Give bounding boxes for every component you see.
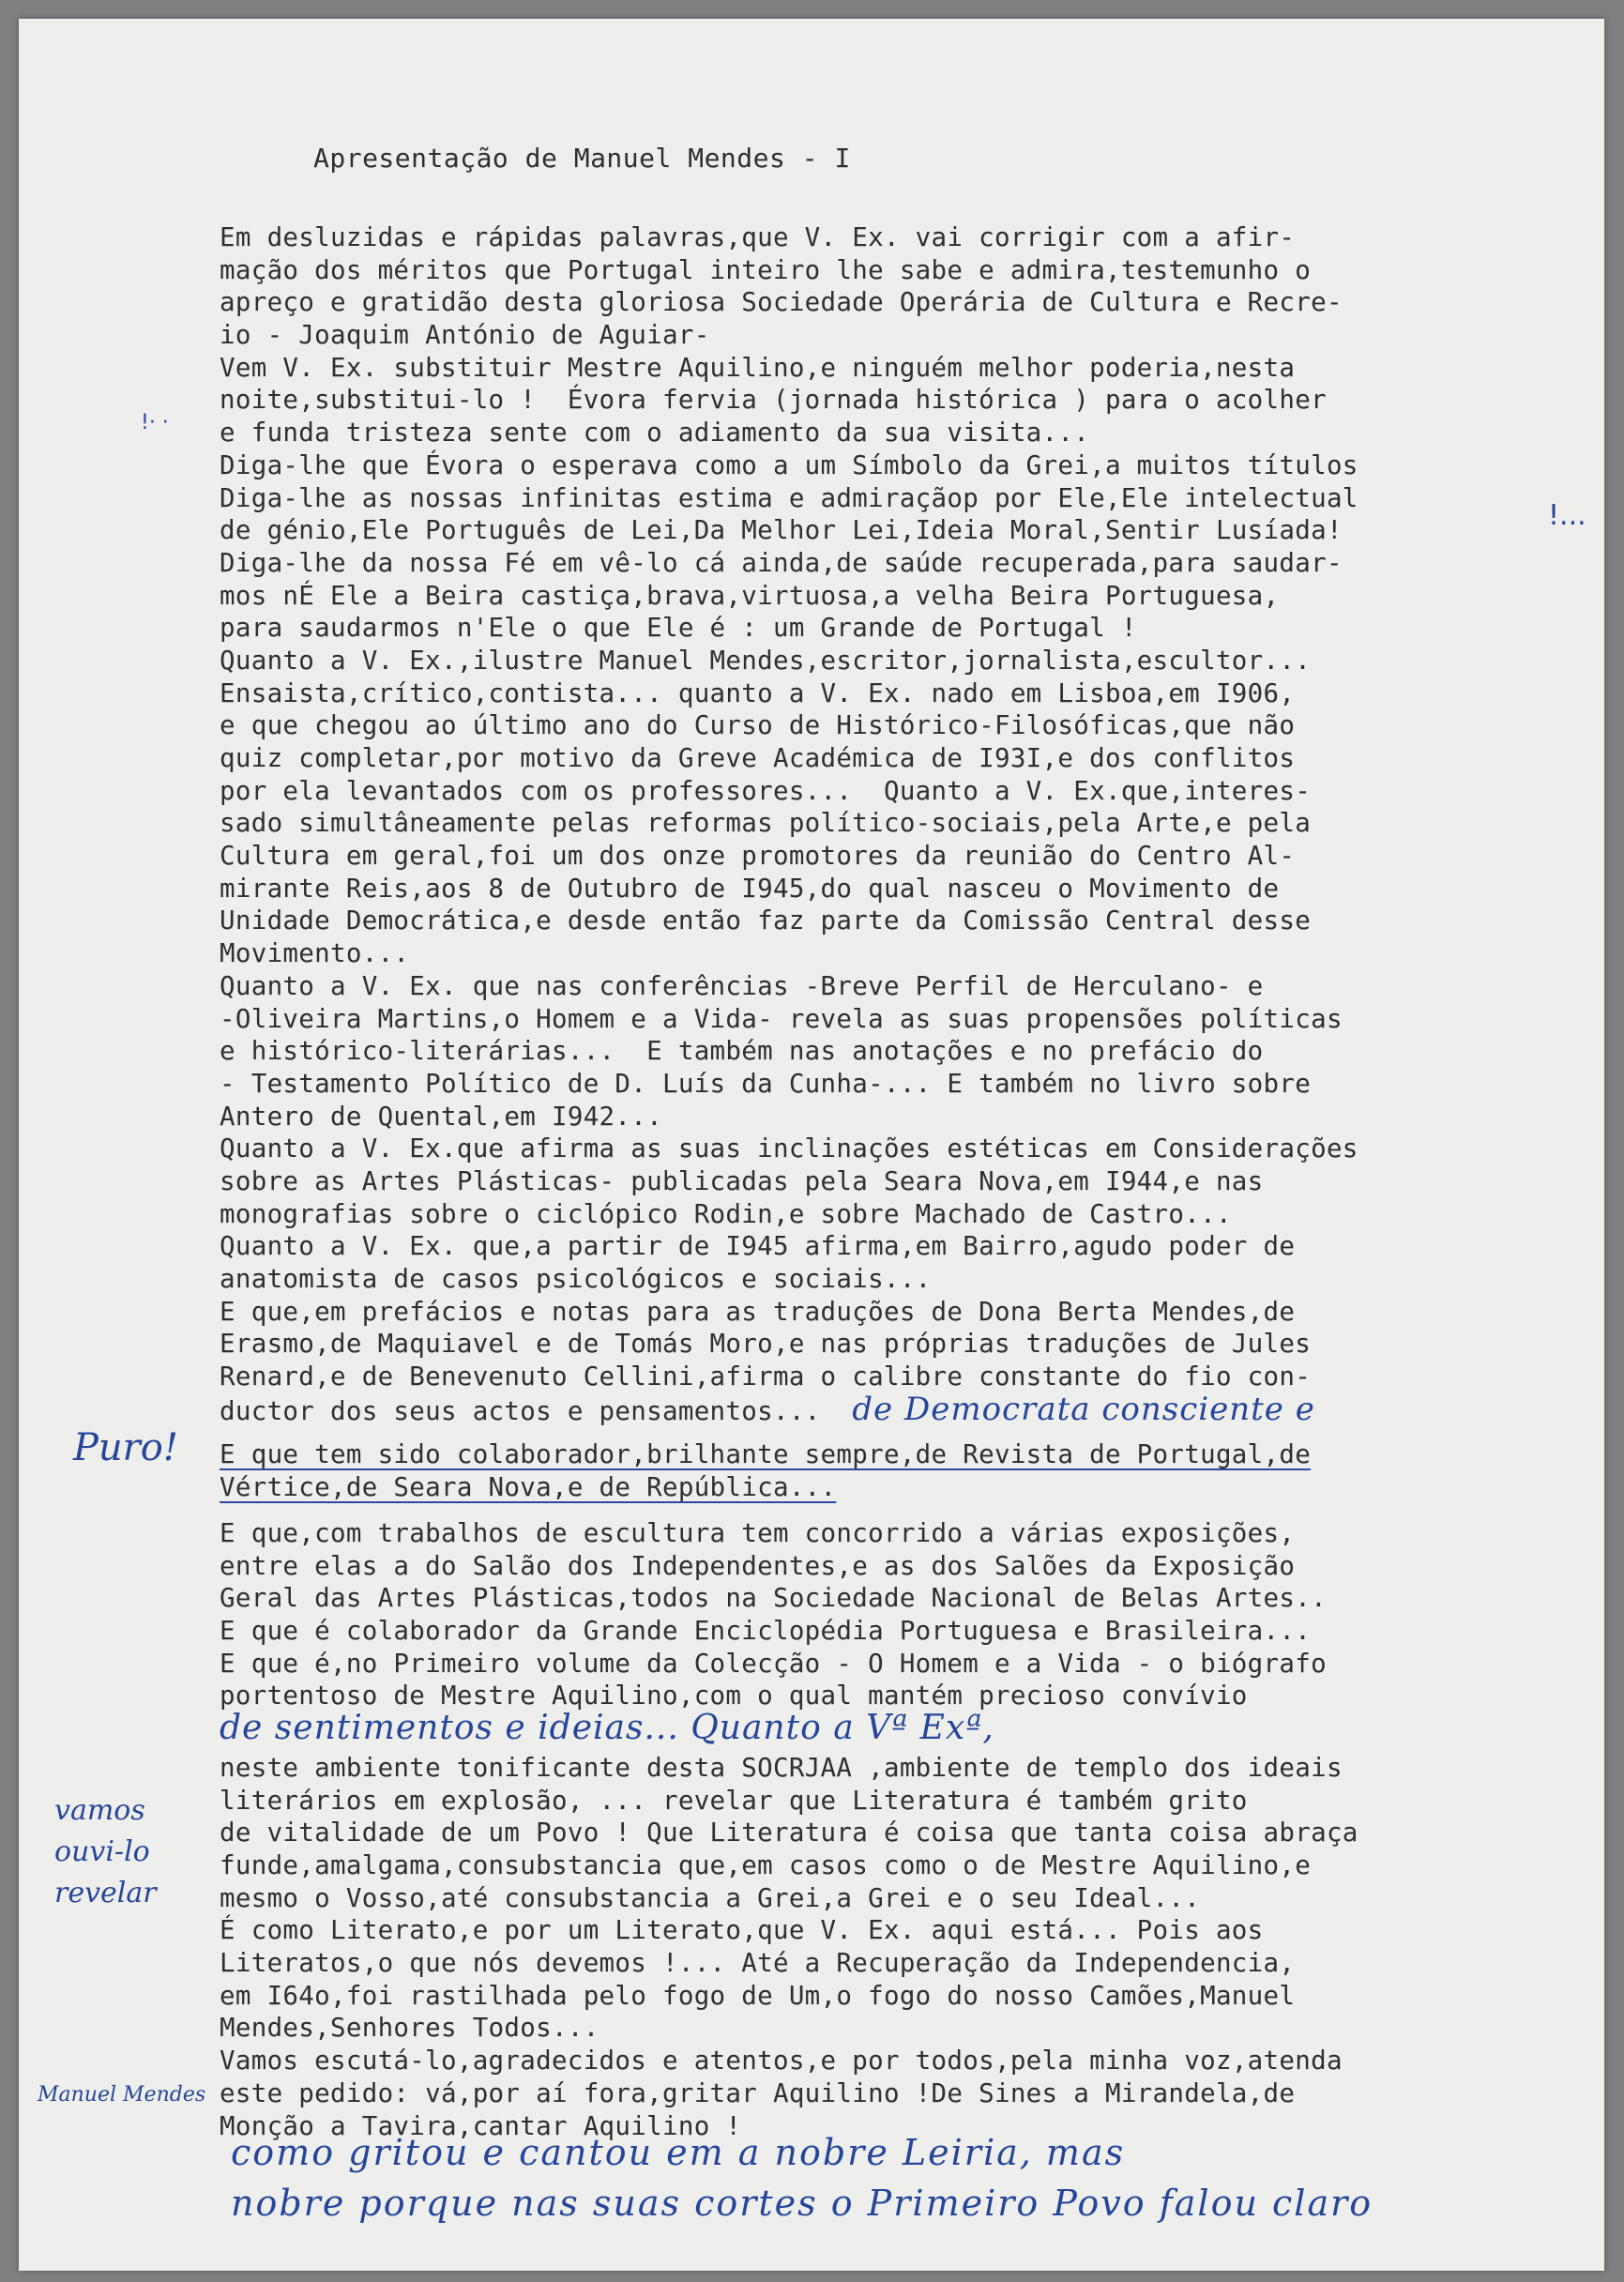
text-line: entre elas a do Salão dos Independentes,e as dos Salões da Exposição — [220, 1550, 1296, 1581]
handwritten-insert: de sentimentos e ideias... Quanto a Vª Exª, — [220, 1708, 994, 1747]
text-line: e funda tristeza sente com o adiamento da sua visita... — [220, 418, 1090, 449]
text-line: por ela levantados com os professores... Quanto a V. Ex.que,interes- — [220, 775, 1312, 806]
text-line: em I64o,foi rastilhada pelo fogo de Um,o fogo do nosso Camões,Manuel — [220, 1980, 1296, 2011]
text-line: Diga-lhe que Évora o esperava como a um Símbolo da Grei,a muitos títulos — [220, 449, 1358, 480]
text-line: Antero de Quental,em I942... — [220, 1101, 662, 1132]
text-line: Em desluzidas e rápidas palavras,que V. Ex. vai corrigir com a afir- — [220, 222, 1296, 252]
text-line: Ensaista,crítico,contista... quanto a V. Ex. nado em Lisboa,em I906, — [220, 677, 1296, 708]
text-line: Vamos escutá-lo,agradecidos e atentos,e por todos,pela minha voz,atenda — [220, 2046, 1343, 2077]
text-line-underlined: Vértice,de Seara Nova,e de República... — [220, 1472, 837, 1503]
typed-body — [220, 221, 1608, 2142]
text-line: E que,em prefácios e notas para as traduções de Dona Berta Mendes,de — [220, 1296, 1296, 1327]
text-line: mesmo o Vosso,até consubstancia a Grei,a Grei e o seu Ideal... — [220, 1882, 1201, 1913]
text-line: mos nÉ Ele a Beira castiça,brava,virtuosa,a velha Beira Portuguesa, — [220, 580, 1280, 611]
margin-note-puro: Puro! — [73, 1426, 178, 1469]
text-line: e histórico-literárias... E também nas anotações e no prefácio do — [220, 1036, 1264, 1067]
margin-note-signature: Manuel Mendes — [38, 2083, 206, 2107]
document-title: Apresentação de Manuel Mendes - I — [313, 143, 851, 174]
text-line: literários em explosão, ... revelar que Literatura é também grito — [220, 1785, 1248, 1816]
text-line: Quanto a V. Ex. que,a partir de I945 afirma,em Bairro,agudo poder de — [220, 1231, 1296, 1262]
text-line: Renard,e de Benevenuto Cellini,afirma o calibre constante do fio con- — [220, 1362, 1312, 1392]
text-line: É como Literato,e por um Literato,que V. Ex. aqui está... Pois aos — [220, 1915, 1264, 1946]
text-line: E que,com trabalhos de escultura tem concorrido a várias exposições, — [220, 1517, 1296, 1548]
text-line: Diga-lhe da nossa Fé em vê-lo cá ainda,de saúde recuperada,para saudar- — [220, 547, 1343, 578]
text-line: Diga-lhe as nossas infinitas estima e admiraçãop por Ele,Ele intelectual — [220, 482, 1358, 513]
text-line: mação dos méritos que Portugal inteiro lhe sabe e admira,testemunho o — [220, 254, 1312, 285]
handwritten-footer-line: como gritou e cantou em a nobre Leiria, mas — [231, 2132, 1126, 2173]
text-line: Erasmo,de Maquiavel e de Tomás Moro,e nas próprias traduções de Jules — [220, 1329, 1312, 1360]
text-line: quiz completar,por motivo da Greve Académica de I93I,e dos conflitos — [220, 743, 1296, 773]
text-line: Quanto a V. Ex. que nas conferências -Breve Perfil de Herculano- e — [220, 970, 1264, 1001]
text-line: de génio,Ele Português de Lei,Da Melhor Lei,Ideia Moral,Sentir Lusíada! — [220, 515, 1343, 546]
text-line: monografias sobre o ciclópico Rodin,e sobre Machado de Castro... — [220, 1198, 1232, 1229]
text-line: noite,substitui-lo ! Évora fervia (jornada histórica ) para o acolher — [220, 385, 1327, 416]
text-line: -Oliveira Martins,o Homem e a Vida- revela as suas propensões políticas — [220, 1003, 1343, 1034]
text-line: - Testamento Político de D. Luís da Cunha-... E também no livro sobre — [220, 1068, 1312, 1099]
handwritten-footer-line: nobre porque nas suas cortes o Primeiro Povo falou claro — [231, 2183, 1374, 2224]
text-line: mirante Reis,aos 8 de Outubro de I945,do qual nasceu o Movimento de — [220, 873, 1280, 904]
text-line: Geral das Artes Plásticas,todos na Sociedade Nacional de Belas Artes.. — [220, 1583, 1327, 1614]
text-line: Quanto a V. Ex.,ilustre Manuel Mendes,escritor,jornalista,escultor... — [220, 645, 1312, 676]
text-line: io - Joaquim António de Aguiar- — [220, 320, 710, 351]
text-line: Vem V. Ex. substituir Mestre Aquilino,e ninguém melhor poderia,nesta — [220, 352, 1296, 383]
text-line: neste ambiente tonificante desta SOCRJAA ,ambiente de templo dos ideais — [220, 1752, 1343, 1783]
margin-mark-dots: !· · — [141, 411, 169, 434]
text-line: Monção a Tavira,cantar Aquilino ! — [220, 2110, 742, 2141]
text-line: sobre as Artes Plásticas- publicadas pela Seara Nova,em I944,e nas — [220, 1165, 1264, 1196]
text-line-underlined: E que tem sido colaborador,brilhante sempre,de Revista de Portugal,de — [220, 1439, 1312, 1470]
text-line: e que chegou ao último ano do Curso de Histórico-Filosóficas,que não — [220, 710, 1296, 741]
text-line: Literatos,o que nós devemos !... Até a Recuperação da Independencia, — [220, 1948, 1296, 1979]
handwritten-line — [220, 1708, 1608, 1752]
text-line: Quanto a V. Ex.que afirma as suas inclinações estéticas em Considerações — [220, 1133, 1358, 1164]
text-line: sado simultâneamente pelas reformas político-sociais,pela Arte,e pela — [220, 808, 1312, 839]
text-line: Movimento... — [220, 938, 410, 969]
text-line: portentoso de Mestre Aquilino,com o qual mantém precioso convívio — [220, 1681, 1248, 1712]
text-line: E que é colaborador da Grande Enciclopédia Portuguesa e Brasileira... — [220, 1615, 1312, 1646]
text-line: Unidade Democrática,e desde então faz parte da Comissão Central desse — [220, 905, 1312, 936]
text-line: funde,amalgama,consubstancia que,em casos como o de Mestre Aquilino,e — [220, 1850, 1312, 1880]
text-line: de vitalidade de um Povo ! Que Literatura é coisa que tanta coisa abraça — [220, 1818, 1358, 1848]
margin-mark-exclaim: !... — [1548, 499, 1586, 532]
text-line: E que é,no Primeiro volume da Colecção - O Homem e a Vida - o biógrafo — [220, 1648, 1327, 1679]
text-line — [220, 1390, 1608, 1428]
text-line: Cultura em geral,foi um dos onze promotores da reunião do Centro Al- — [220, 841, 1296, 872]
text-line: para saudarmos n'Ele o que Ele é : um Grande de Portugal ! — [220, 613, 1137, 644]
handwritten-insert: de Democrata consciente e — [852, 1390, 1315, 1428]
text-line-part: ductor dos seus actos e pensamentos... — [220, 1395, 821, 1426]
text-line: apreço e gratidão desta gloriosa Sociedade Operária de Cultura e Recre- — [220, 287, 1343, 318]
text-line: anatomista de casos psicológicos e sociais... — [220, 1264, 932, 1294]
text-line: este pedido: vá,por aí fora,gritar Aquilino !De Sines a Mirandela,de — [220, 2077, 1296, 2108]
text-line: Mendes,Senhores Todos... — [220, 2013, 600, 2044]
margin-note-vamos: vamos ouvi-lo revelar — [54, 1794, 157, 1909]
document-page — [19, 19, 1604, 2271]
